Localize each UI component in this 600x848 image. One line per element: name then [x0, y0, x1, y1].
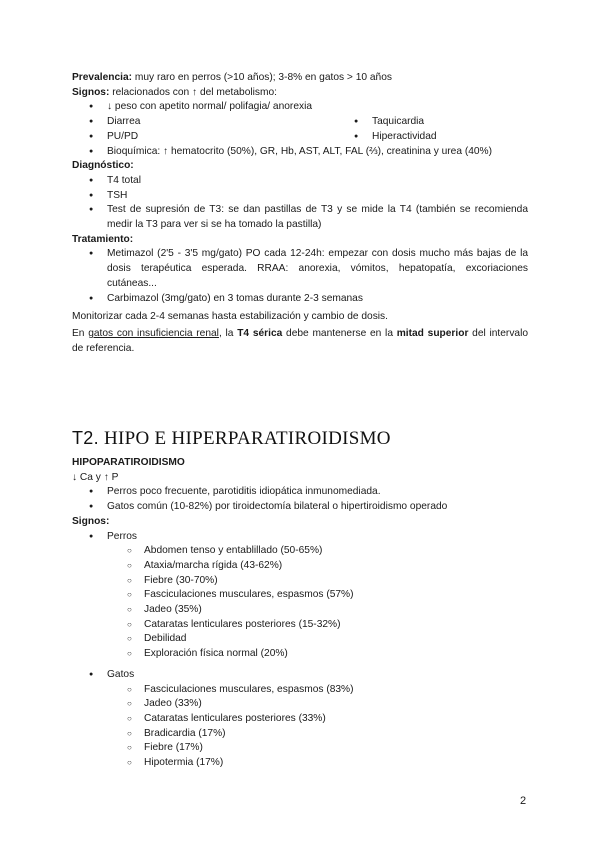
- intro-list: [72, 485, 528, 514]
- list-item: ○ Fasciculaciones musculares, espasmos (57%): [107, 588, 528, 603]
- prevalencia-line: [72, 71, 528, 86]
- heading-number: T2.: [72, 428, 99, 448]
- list-item: ○ Cataratas lenticulares posteriores (15-32%): [107, 618, 528, 633]
- renal-bold-mitad: mitad superior: [396, 327, 469, 339]
- list-item: ○ Fiebre (30-70%): [107, 574, 528, 589]
- ca-p-line: ↓ Ca y ↑ P: [72, 471, 119, 483]
- heading-text: HIPO E HIPERPARATIROIDISMO: [98, 428, 391, 449]
- renal-underline: gatos con insuficiencia renal: [88, 327, 219, 339]
- list-item: ● TSH: [72, 189, 528, 204]
- list-item: ○ Ataxia/marcha rígida (43-62%): [107, 559, 528, 574]
- signos-line: [72, 86, 528, 101]
- list-item: ● ↓ peso con apetito normal/ polifagia/ anorexia: [72, 100, 528, 115]
- perros-label: Perros: [107, 530, 138, 542]
- list-item: ● T4 total: [72, 174, 528, 189]
- list-item: ● Carbimazol (3mg/gato) en 3 tomas durante 2-3 semanas: [72, 292, 528, 307]
- list-item: ○ Cataratas lenticulares posteriores (33%): [107, 712, 528, 727]
- page-number: 2: [520, 795, 527, 807]
- list-item: ○ Bradicardia (17%): [107, 727, 528, 742]
- renal-bold-t4: T4 sérica: [237, 327, 283, 339]
- list-item: ● PU/PD: [72, 130, 337, 145]
- list-item: ○ Fasciculaciones musculares, espasmos (83%): [107, 683, 528, 698]
- list-item: ○ Jadeo (33%): [107, 697, 528, 712]
- tratamiento-list: [72, 247, 528, 306]
- list-item: ○ Debilidad: [107, 632, 528, 647]
- signos-label-2: Signos:: [72, 515, 110, 527]
- renal-text: En: [72, 327, 89, 339]
- list-item: ● Test de supresión de T3: se dan pastillas de T3 y se mide la T4 (también se recomienda medir la T3 para ver si se ha tomado la pastilla): [72, 203, 528, 232]
- list-item: ● Gatos común (10-82%) por tiroidectomía bilateral o hipertiroidismo operado: [72, 500, 528, 515]
- signos-text: relacionados con ↑ del metabolismo:: [109, 86, 277, 98]
- list-item: ● Bioquímica: ↑ hematocrito (50%), GR, Hb, AST, ALT, FAL (⅔), creatinina y urea (40%): [72, 145, 528, 160]
- hypoparathyroid-section: [72, 456, 528, 771]
- renal-text: del intervalo de referencia.: [72, 327, 529, 354]
- species-list: [72, 530, 528, 771]
- prevalencia-text: muy raro en perros (>10 años); 3-8% en gatos > 10 años: [132, 72, 392, 83]
- tratamiento-label: Tratamiento:: [72, 233, 134, 245]
- perros-item: [72, 530, 528, 662]
- list-item: ● Perros poco frecuente, parotiditis idiopática inmunomediada.: [72, 485, 528, 500]
- diagnostico-list: [72, 174, 528, 233]
- signos-label: Signos:: [72, 86, 110, 98]
- gatos-item: [72, 668, 528, 771]
- prevalencia-label: Prevalencia:: [72, 72, 133, 83]
- gatos-sublist: [72, 683, 528, 771]
- list-item: ● Metimazol (2'5 - 3'5 mg/gato) PO cada 12-24h: empezar con dosis mucho más bajas de la dosis terapéutica esperada. RRAA: anorexia, vómitos, hepatopatía, excoriaciones cutáneas...: [72, 247, 528, 291]
- list-item: ○ Hipotermia (17%): [107, 756, 528, 771]
- signos-list: [72, 100, 528, 115]
- list-item: ○ Fiebre (17%): [107, 741, 528, 756]
- list-item: ○ Jadeo (35%): [107, 603, 528, 618]
- renal-paragraph: [72, 327, 528, 356]
- monitorizar-text: Monitorizar cada 2-4 semanas hasta estabilización y cambio de dosis.: [72, 311, 388, 323]
- renal-text: , la: [218, 327, 238, 339]
- subheading: HIPOPARATIROIDISMO: [72, 457, 185, 468]
- renal-text: debe mantenerse en la: [282, 327, 397, 339]
- list-item: ○ Abdomen tenso y entablillado (50-65%): [107, 544, 528, 559]
- signos-two-column: [72, 115, 528, 144]
- list-item: ● Taquicardia: [337, 115, 528, 130]
- gatos-label: Gatos: [107, 668, 135, 680]
- diagnostico-label: Diagnóstico:: [72, 160, 134, 172]
- section-heading: [72, 428, 391, 450]
- list-item: ● Hiperactividad: [337, 130, 528, 145]
- list-item: ● Diarrea: [72, 115, 337, 130]
- perros-sublist: [72, 544, 528, 662]
- list-item: ○ Exploración física normal (20%): [107, 647, 528, 662]
- hyperthyroid-section: [72, 71, 528, 356]
